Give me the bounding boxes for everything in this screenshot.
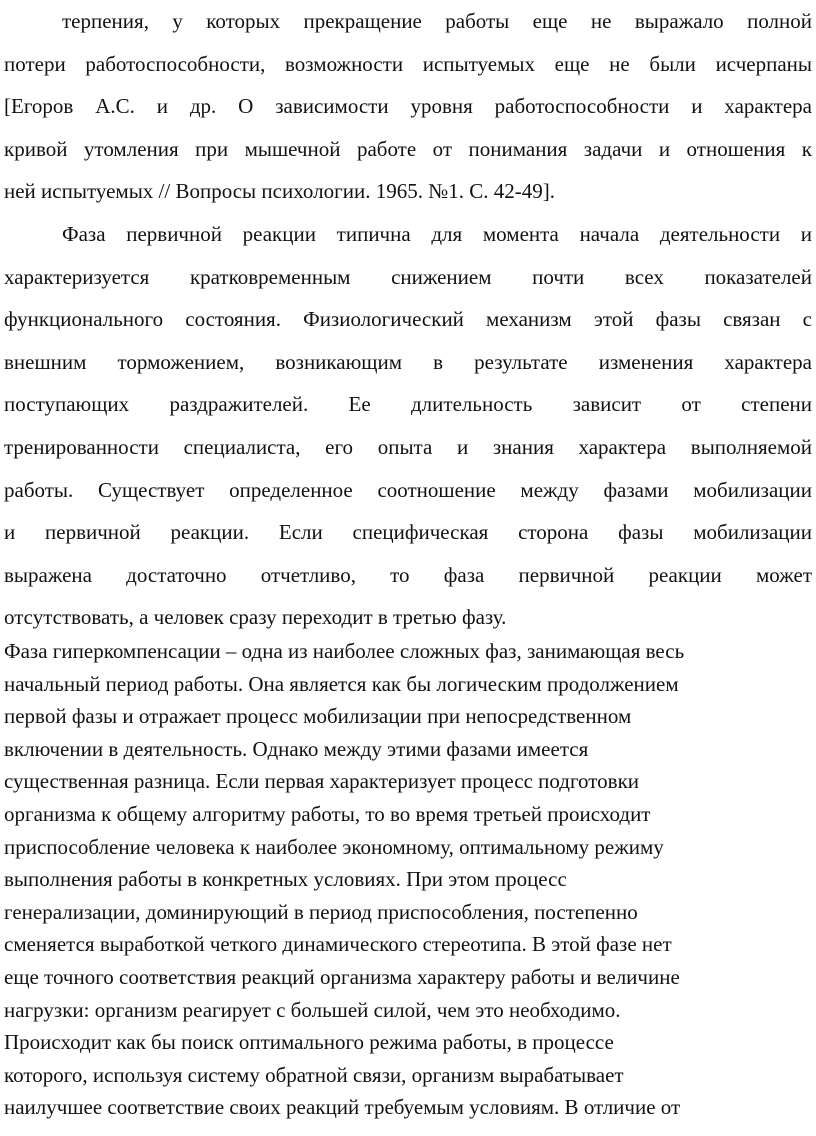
text-line: отсутствовать, а человек сразу переходит в третью фазу. bbox=[4, 605, 507, 630]
text-line: потери работоспособности, возможности испытуемых еще не были исчерпаны bbox=[4, 51, 812, 76]
text-line: кривой утомления при мышечной работе от понимания задачи и отношения к bbox=[4, 136, 812, 161]
text-line: внешним торможением, возникающим в результате изменения характера bbox=[4, 349, 812, 374]
text-line: поступающих раздражителей. Ее длительность зависит от степени bbox=[4, 392, 812, 417]
text-line: [Егоров А.С. и др. О зависимости уровня работоспособности и характера bbox=[4, 94, 812, 119]
text-line: нагрузки: организм реагирует с большей силой, чем это необходимо. bbox=[4, 997, 621, 1022]
text-line: терпения, у которых прекращение работы еще не выражало полной bbox=[62, 9, 812, 33]
text-line: Происходит как бы поиск оптимального режима работы, в процессе bbox=[4, 1030, 614, 1055]
text-line: которого, используя систему обратной связи, организм вырабатывает bbox=[4, 1062, 624, 1087]
paragraph-3 bbox=[4, 635, 812, 1124]
text-line: функционального состояния. Физиологический механизм этой фазы связан с bbox=[4, 307, 812, 332]
text-line: сменяется выработкой четкого динамического стереотипа. В этой фазе нет bbox=[4, 932, 672, 957]
paragraph-1 bbox=[4, 0, 812, 213]
text-line: ней испытуемых // Вопросы психологии. 1965. №1. С. 42-49]. bbox=[4, 179, 555, 204]
text-line: характеризуется кратковременным снижением почти всех показателей bbox=[4, 264, 812, 289]
text-line: первой фазы и отражает процесс мобилизации при непосредственном bbox=[4, 704, 632, 729]
text-line: еще точного соответствия реакций организма характеру работы и величине bbox=[4, 964, 680, 989]
paragraph-2 bbox=[4, 213, 812, 639]
text-line: Фаза гиперкомпенсации – одна из наиболее сложных фаз, занимающая весь bbox=[4, 639, 685, 663]
text-line: наилучшее соответствие своих реакций требуемым условиям. В отличие от bbox=[4, 1095, 681, 1120]
text-line: приспособление человека к наиболее экономному, оптимальному режиму bbox=[4, 834, 664, 859]
text-line: организма к общему алгоритму работы, то во время третьей происходит bbox=[4, 801, 651, 826]
text-line: тренированности специалиста, его опыта и знания характера выполняемой bbox=[4, 434, 812, 459]
text-line: генерализации, доминирующий в период приспособления, постепенно bbox=[4, 899, 638, 924]
text-line: Фаза первичной реакции типична для момента начала деятельности и bbox=[62, 222, 812, 246]
text-line: работы. Существует определенное соотношение между фазами мобилизации bbox=[4, 477, 812, 502]
text-line: включении в деятельность. Однако между этими фазами имеется bbox=[4, 736, 589, 761]
text-line: выражена достаточно отчетливо, то фаза первичной реакции может bbox=[4, 562, 812, 587]
text-line: существенная разница. Если первая характеризует процесс подготовки bbox=[4, 769, 640, 794]
text-line: и первичной реакции. Если специфическая сторона фазы мобилизации bbox=[4, 520, 812, 545]
text-line: выполнения работы в конкретных условиях. При этом процесс bbox=[4, 867, 567, 892]
text-line: начальный период работы. Она является как бы логическим продолжением bbox=[4, 671, 679, 696]
